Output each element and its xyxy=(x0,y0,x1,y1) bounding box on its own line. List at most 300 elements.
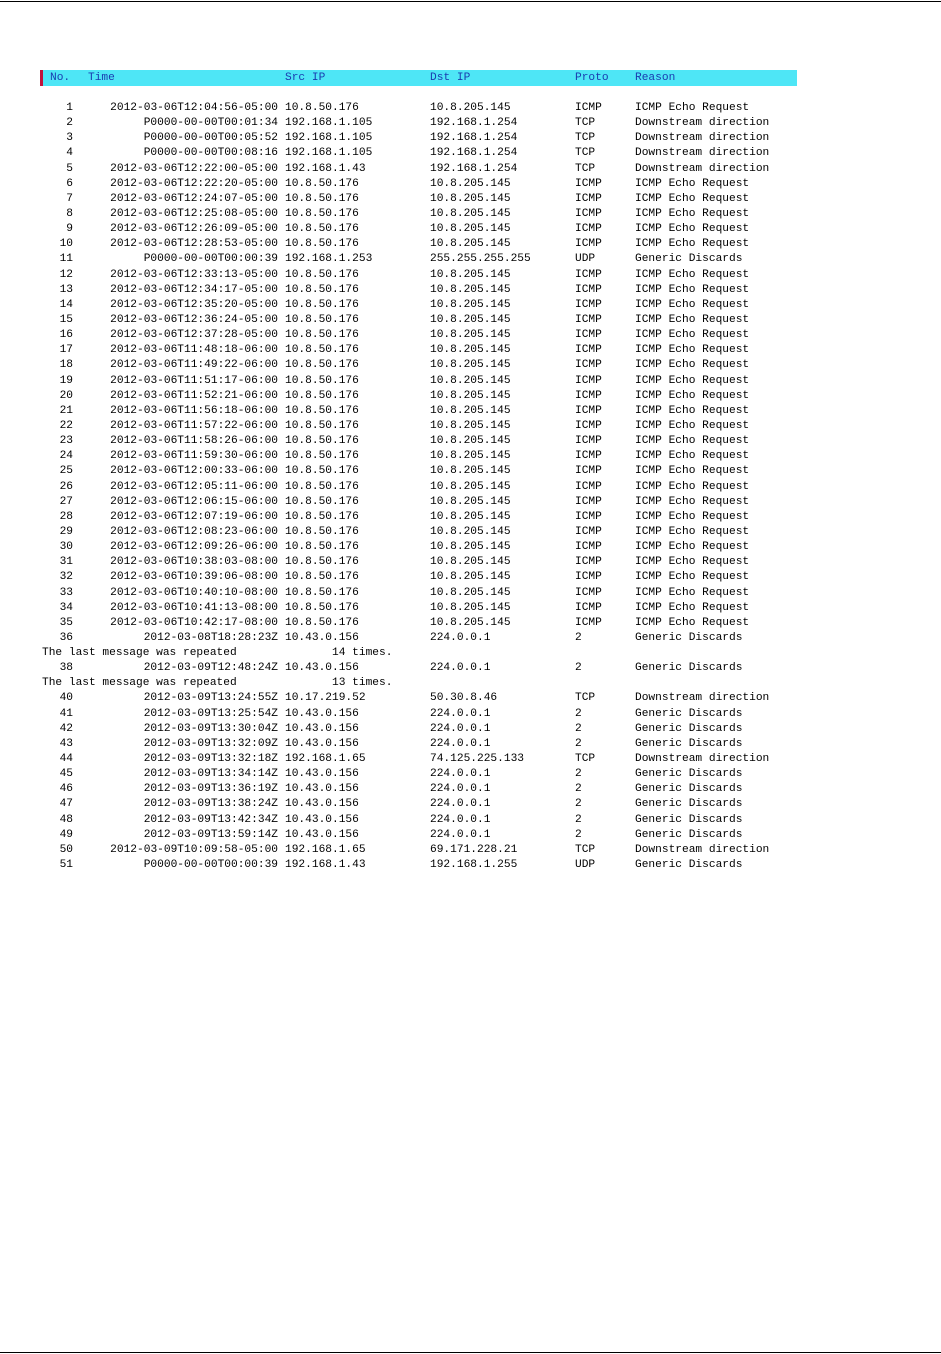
cell-reason: Downstream direction xyxy=(635,753,770,766)
cell-no: 41 xyxy=(59,707,73,720)
cell-time: 2012-03-06T11:48:18-06:00 xyxy=(110,344,278,357)
cell-dst-ip: 10.8.205.145 xyxy=(430,283,511,296)
log-row xyxy=(40,616,797,631)
cell-dst-ip: 224.0.0.1 xyxy=(430,737,491,750)
log-row xyxy=(40,146,797,161)
log-row xyxy=(40,177,797,192)
log-row xyxy=(40,737,797,752)
cell-dst-ip: 10.8.205.145 xyxy=(430,223,511,236)
log-row xyxy=(40,222,797,237)
log-row xyxy=(40,858,797,873)
cell-reason: Generic Discards xyxy=(635,828,743,841)
header-proto: Proto xyxy=(575,72,609,84)
cell-time: 2012-03-06T12:25:08-05:00 xyxy=(110,207,278,220)
cell-dst-ip: 10.8.205.145 xyxy=(430,556,511,569)
cell-no: 38 xyxy=(59,662,73,675)
cell-proto: 2 xyxy=(575,828,582,841)
log-row xyxy=(40,586,797,601)
cell-proto: ICMP xyxy=(575,465,602,478)
cell-no: 24 xyxy=(59,450,73,463)
cell-dst-ip: 10.8.205.145 xyxy=(430,435,511,448)
cell-reason: ICMP Echo Request xyxy=(635,268,750,281)
log-row xyxy=(40,601,797,616)
note-count: 13 times. xyxy=(332,677,393,690)
cell-no: 50 xyxy=(59,843,73,856)
cell-reason: ICMP Echo Request xyxy=(635,601,750,614)
cell-dst-ip: 10.8.205.145 xyxy=(430,404,511,417)
log-rows xyxy=(40,101,797,873)
cell-no: 15 xyxy=(59,313,73,326)
log-row xyxy=(40,283,797,298)
cell-time: 2012-03-09T13:32:09Z xyxy=(143,737,278,750)
cell-no: 30 xyxy=(59,541,73,554)
cell-time: 2012-03-09T10:09:58-05:00 xyxy=(110,843,278,856)
log-row xyxy=(40,631,797,646)
cell-dst-ip: 192.168.1.254 xyxy=(430,132,518,145)
cell-dst-ip: 224.0.0.1 xyxy=(430,783,491,796)
cell-src-ip: 192.168.1.105 xyxy=(285,117,373,130)
cell-time: 2012-03-06T12:24:07-05:00 xyxy=(110,192,278,205)
cell-proto: 2 xyxy=(575,707,582,720)
log-row xyxy=(40,540,797,555)
cell-src-ip: 10.8.50.176 xyxy=(285,207,359,220)
cell-reason: Generic Discards xyxy=(635,737,743,750)
cell-proto: TCP xyxy=(575,132,596,145)
cell-reason: ICMP Echo Request xyxy=(635,616,750,629)
cell-time: 2012-03-06T11:51:17-06:00 xyxy=(110,374,278,387)
log-row xyxy=(40,343,797,358)
log-row xyxy=(40,449,797,464)
log-row xyxy=(40,752,797,767)
cell-no: 20 xyxy=(59,389,73,402)
cell-dst-ip: 10.8.205.145 xyxy=(430,313,511,326)
log-row xyxy=(40,237,797,252)
cell-reason: Generic Discards xyxy=(635,859,743,872)
log-row xyxy=(40,434,797,449)
cell-time: P0000-00-00T00:01:34 xyxy=(143,117,278,130)
cell-time: 2012-03-09T12:48:24Z xyxy=(143,662,278,675)
top-rule xyxy=(0,1,941,2)
cell-reason: ICMP Echo Request xyxy=(635,283,750,296)
log-row xyxy=(40,525,797,540)
log-row xyxy=(40,707,797,722)
cell-time: 2012-03-06T11:57:22-06:00 xyxy=(110,419,278,432)
cell-src-ip: 10.8.50.176 xyxy=(285,616,359,629)
log-row xyxy=(40,797,797,812)
cell-reason: Generic Discards xyxy=(635,783,743,796)
cell-dst-ip: 10.8.205.145 xyxy=(430,192,511,205)
log-row xyxy=(40,328,797,343)
cell-no: 10 xyxy=(59,238,73,251)
cell-src-ip: 10.8.50.176 xyxy=(285,525,359,538)
bottom-rule xyxy=(0,1352,941,1353)
cell-reason: ICMP Echo Request xyxy=(635,192,750,205)
cell-reason: ICMP Echo Request xyxy=(635,389,750,402)
cell-reason: Generic Discards xyxy=(635,707,743,720)
cell-dst-ip: 10.8.205.145 xyxy=(430,541,511,554)
cell-no: 13 xyxy=(59,283,73,296)
cell-time: 2012-03-06T11:49:22-06:00 xyxy=(110,359,278,372)
log-row xyxy=(40,131,797,146)
cell-reason: Generic Discards xyxy=(635,631,743,644)
cell-src-ip: 10.8.50.176 xyxy=(285,298,359,311)
cell-src-ip: 10.43.0.156 xyxy=(285,813,359,826)
cell-proto: TCP xyxy=(575,753,596,766)
cell-proto: 2 xyxy=(575,768,582,781)
cell-proto: TCP xyxy=(575,147,596,160)
cell-no: 27 xyxy=(59,495,73,508)
log-row xyxy=(40,252,797,267)
cell-proto: TCP xyxy=(575,162,596,175)
cell-no: 22 xyxy=(59,419,73,432)
cell-src-ip: 10.8.50.176 xyxy=(285,102,359,114)
cell-src-ip: 10.17.219.52 xyxy=(285,692,366,705)
cell-dst-ip: 224.0.0.1 xyxy=(430,662,491,675)
cell-reason: ICMP Echo Request xyxy=(635,177,750,190)
cell-src-ip: 10.43.0.156 xyxy=(285,722,359,735)
cell-time: 2012-03-09T13:59:14Z xyxy=(143,828,278,841)
cell-reason: ICMP Echo Request xyxy=(635,586,750,599)
log-row xyxy=(40,661,797,676)
cell-proto: ICMP xyxy=(575,419,602,432)
cell-dst-ip: 10.8.205.145 xyxy=(430,616,511,629)
log-row xyxy=(40,722,797,737)
cell-time: P0000-00-00T00:05:52 xyxy=(143,132,278,145)
cell-reason: Downstream direction xyxy=(635,132,770,145)
cell-time: 2012-03-09T13:32:18Z xyxy=(143,753,278,766)
log-row xyxy=(40,389,797,404)
cell-proto: ICMP xyxy=(575,283,602,296)
cell-proto: ICMP xyxy=(575,207,602,220)
cell-time: 2012-03-06T10:39:06-08:00 xyxy=(110,571,278,584)
cell-proto: ICMP xyxy=(575,404,602,417)
cell-no: 36 xyxy=(59,631,73,644)
cell-dst-ip: 10.8.205.145 xyxy=(430,359,511,372)
cell-src-ip: 10.8.50.176 xyxy=(285,313,359,326)
repeat-note xyxy=(40,676,797,691)
log-row xyxy=(40,510,797,525)
cell-no: 21 xyxy=(59,404,73,417)
cell-dst-ip: 10.8.205.145 xyxy=(430,495,511,508)
cell-dst-ip: 10.8.205.145 xyxy=(430,450,511,463)
cell-reason: Downstream direction xyxy=(635,117,770,130)
cell-proto: TCP xyxy=(575,692,596,705)
cell-proto: 2 xyxy=(575,662,582,675)
log-row xyxy=(40,404,797,419)
cell-dst-ip: 10.8.205.145 xyxy=(430,329,511,342)
cell-src-ip: 10.43.0.156 xyxy=(285,737,359,750)
cell-time: 2012-03-06T12:37:28-05:00 xyxy=(110,329,278,342)
cell-no: 34 xyxy=(59,601,73,614)
cell-time: 2012-03-06T10:42:17-08:00 xyxy=(110,616,278,629)
cell-src-ip: 10.43.0.156 xyxy=(285,631,359,644)
note-text: The last message was repeated xyxy=(42,647,237,660)
log-row xyxy=(40,843,797,858)
cell-no: 44 xyxy=(59,753,73,766)
cell-src-ip: 192.168.1.65 xyxy=(285,753,366,766)
cell-dst-ip: 74.125.225.133 xyxy=(430,753,524,766)
cell-src-ip: 10.8.50.176 xyxy=(285,419,359,432)
log-row xyxy=(40,268,797,283)
cell-src-ip: 10.8.50.176 xyxy=(285,601,359,614)
cell-time: 2012-03-06T11:58:26-06:00 xyxy=(110,435,278,448)
header-time: Time xyxy=(88,72,115,84)
cell-reason: ICMP Echo Request xyxy=(635,480,750,493)
cell-proto: ICMP xyxy=(575,510,602,523)
cell-reason: ICMP Echo Request xyxy=(635,450,750,463)
cell-reason: ICMP Echo Request xyxy=(635,556,750,569)
cell-src-ip: 10.8.50.176 xyxy=(285,556,359,569)
cell-reason: Generic Discards xyxy=(635,768,743,781)
cell-dst-ip: 224.0.0.1 xyxy=(430,828,491,841)
cell-src-ip: 10.8.50.176 xyxy=(285,192,359,205)
cell-reason: Generic Discards xyxy=(635,798,743,811)
log-row xyxy=(40,555,797,570)
cell-proto: ICMP xyxy=(575,450,602,463)
log-table xyxy=(40,70,797,873)
repeat-note xyxy=(40,646,797,661)
log-row xyxy=(40,313,797,328)
cell-no: 7 xyxy=(66,192,73,205)
cell-proto: ICMP xyxy=(575,344,602,357)
cell-proto: ICMP xyxy=(575,329,602,342)
cell-reason: ICMP Echo Request xyxy=(635,465,750,478)
cell-time: 2012-03-06T10:41:13-08:00 xyxy=(110,601,278,614)
cell-dst-ip: 10.8.205.145 xyxy=(430,177,511,190)
cell-dst-ip: 50.30.8.46 xyxy=(430,692,498,705)
cell-time: P0000-00-00T00:00:39 xyxy=(143,859,278,872)
note-text: The last message was repeated xyxy=(42,677,237,690)
cell-reason: ICMP Echo Request xyxy=(635,435,750,448)
cell-proto: TCP xyxy=(575,117,596,130)
cell-time: 2012-03-06T12:34:17-05:00 xyxy=(110,283,278,296)
cell-dst-ip: 10.8.205.145 xyxy=(430,298,511,311)
cell-dst-ip: 224.0.0.1 xyxy=(430,813,491,826)
cell-proto: ICMP xyxy=(575,556,602,569)
cell-dst-ip: 192.168.1.254 xyxy=(430,162,518,175)
cell-time: 2012-03-09T13:38:24Z xyxy=(143,798,278,811)
cell-reason: ICMP Echo Request xyxy=(635,525,750,538)
cell-reason: Generic Discards xyxy=(635,813,743,826)
cell-dst-ip: 192.168.1.254 xyxy=(430,147,518,160)
log-row xyxy=(40,207,797,222)
cell-src-ip: 10.8.50.176 xyxy=(285,465,359,478)
cell-time: 2012-03-06T12:22:20-05:00 xyxy=(110,177,278,190)
cell-src-ip: 10.8.50.176 xyxy=(285,450,359,463)
cell-src-ip: 10.8.50.176 xyxy=(285,374,359,387)
cell-reason: Downstream direction xyxy=(635,843,770,856)
cell-time: 2012-03-06T12:07:19-06:00 xyxy=(110,510,278,523)
log-row xyxy=(40,495,797,510)
cell-no: 33 xyxy=(59,586,73,599)
cell-no: 4 xyxy=(66,147,73,160)
cell-time: 2012-03-06T11:59:30-06:00 xyxy=(110,450,278,463)
cell-src-ip: 10.8.50.176 xyxy=(285,495,359,508)
cell-src-ip: 10.43.0.156 xyxy=(285,707,359,720)
cell-src-ip: 192.168.1.253 xyxy=(285,253,373,266)
cell-reason: Downstream direction xyxy=(635,162,770,175)
cell-reason: ICMP Echo Request xyxy=(635,359,750,372)
cell-src-ip: 10.8.50.176 xyxy=(285,510,359,523)
cell-no: 19 xyxy=(59,374,73,387)
cell-no: 43 xyxy=(59,737,73,750)
cell-time: 2012-03-06T12:09:26-06:00 xyxy=(110,541,278,554)
cell-time: 2012-03-06T12:22:00-05:00 xyxy=(110,162,278,175)
cell-proto: ICMP xyxy=(575,177,602,190)
cell-reason: ICMP Echo Request xyxy=(635,344,750,357)
cell-reason: Downstream direction xyxy=(635,147,770,160)
cell-proto: ICMP xyxy=(575,541,602,554)
cell-time: 2012-03-06T12:05:11-06:00 xyxy=(110,480,278,493)
cell-proto: TCP xyxy=(575,843,596,856)
cell-no: 9 xyxy=(66,223,73,236)
cell-no: 25 xyxy=(59,465,73,478)
log-row xyxy=(40,116,797,131)
cell-no: 3 xyxy=(66,132,73,145)
log-row xyxy=(40,419,797,434)
cell-proto: ICMP xyxy=(575,495,602,508)
cell-src-ip: 192.168.1.105 xyxy=(285,147,373,160)
cell-no: 14 xyxy=(59,298,73,311)
cell-reason: ICMP Echo Request xyxy=(635,329,750,342)
log-row xyxy=(40,828,797,843)
cell-time: 2012-03-06T12:04:56-05:00 xyxy=(110,102,278,114)
log-row xyxy=(40,374,797,389)
note-count: 14 times. xyxy=(332,647,393,660)
log-row xyxy=(40,358,797,373)
log-row xyxy=(40,767,797,782)
cell-no: 32 xyxy=(59,571,73,584)
cell-dst-ip: 10.8.205.145 xyxy=(430,102,511,114)
cell-time: 2012-03-09T13:25:54Z xyxy=(143,707,278,720)
cell-proto: ICMP xyxy=(575,480,602,493)
cell-dst-ip: 10.8.205.145 xyxy=(430,465,511,478)
cell-time: P0000-00-00T00:08:16 xyxy=(143,147,278,160)
cell-proto: ICMP xyxy=(575,374,602,387)
cell-no: 45 xyxy=(59,768,73,781)
cell-no: 47 xyxy=(59,798,73,811)
cell-time: 2012-03-06T11:52:21-06:00 xyxy=(110,389,278,402)
cell-no: 2 xyxy=(66,117,73,130)
cell-no: 8 xyxy=(66,207,73,220)
cell-no: 17 xyxy=(59,344,73,357)
cell-proto: ICMP xyxy=(575,313,602,326)
log-row xyxy=(40,691,797,706)
cell-time: 2012-03-09T13:34:14Z xyxy=(143,768,278,781)
cell-proto: ICMP xyxy=(575,389,602,402)
cell-no: 51 xyxy=(59,859,73,872)
cell-time: 2012-03-06T10:40:10-08:00 xyxy=(110,586,278,599)
cell-proto: ICMP xyxy=(575,525,602,538)
cell-src-ip: 192.168.1.65 xyxy=(285,843,366,856)
cell-time: 2012-03-06T12:33:13-05:00 xyxy=(110,268,278,281)
cell-dst-ip: 10.8.205.145 xyxy=(430,389,511,402)
log-row xyxy=(40,782,797,797)
cell-src-ip: 192.168.1.43 xyxy=(285,859,366,872)
cell-src-ip: 10.8.50.176 xyxy=(285,344,359,357)
cell-dst-ip: 192.168.1.255 xyxy=(430,859,518,872)
cell-time: 2012-03-09T13:30:04Z xyxy=(143,722,278,735)
cell-no: 31 xyxy=(59,556,73,569)
cell-time: 2012-03-06T12:08:23-06:00 xyxy=(110,525,278,538)
cell-dst-ip: 10.8.205.145 xyxy=(430,344,511,357)
cell-dst-ip: 10.8.205.145 xyxy=(430,601,511,614)
cell-proto: 2 xyxy=(575,783,582,796)
cell-dst-ip: 10.8.205.145 xyxy=(430,510,511,523)
cell-no: 40 xyxy=(59,692,73,705)
cell-src-ip: 10.8.50.176 xyxy=(285,268,359,281)
cell-dst-ip: 10.8.205.145 xyxy=(430,480,511,493)
log-row xyxy=(40,570,797,585)
cell-dst-ip: 192.168.1.254 xyxy=(430,117,518,130)
cell-no: 46 xyxy=(59,783,73,796)
cell-reason: ICMP Echo Request xyxy=(635,541,750,554)
cell-src-ip: 10.8.50.176 xyxy=(285,359,359,372)
cell-dst-ip: 10.8.205.145 xyxy=(430,238,511,251)
cell-reason: ICMP Echo Request xyxy=(635,238,750,251)
cell-dst-ip: 10.8.205.145 xyxy=(430,207,511,220)
cell-proto: 2 xyxy=(575,813,582,826)
cell-proto: ICMP xyxy=(575,435,602,448)
log-row xyxy=(40,480,797,495)
cell-reason: Generic Discards xyxy=(635,253,743,266)
cell-reason: ICMP Echo Request xyxy=(635,510,750,523)
cell-time: P0000-00-00T00:00:39 xyxy=(143,253,278,266)
log-row xyxy=(40,298,797,313)
cell-reason: ICMP Echo Request xyxy=(635,102,750,114)
cell-src-ip: 10.43.0.156 xyxy=(285,828,359,841)
cell-src-ip: 10.43.0.156 xyxy=(285,798,359,811)
cell-dst-ip: 10.8.205.145 xyxy=(430,374,511,387)
cell-dst-ip: 10.8.205.145 xyxy=(430,268,511,281)
header-src-ip: Src IP xyxy=(285,72,326,84)
cell-time: 2012-03-06T12:36:24-05:00 xyxy=(110,313,278,326)
cell-dst-ip: 224.0.0.1 xyxy=(430,798,491,811)
cell-src-ip: 10.8.50.176 xyxy=(285,435,359,448)
cell-proto: ICMP xyxy=(575,359,602,372)
log-row xyxy=(40,464,797,479)
cell-no: 12 xyxy=(59,268,73,281)
cell-proto: 2 xyxy=(575,737,582,750)
cell-no: 49 xyxy=(59,828,73,841)
cell-dst-ip: 10.8.205.145 xyxy=(430,419,511,432)
cell-proto: UDP xyxy=(575,859,596,872)
cell-time: 2012-03-06T11:56:18-06:00 xyxy=(110,404,278,417)
cell-src-ip: 10.8.50.176 xyxy=(285,404,359,417)
cell-src-ip: 10.8.50.176 xyxy=(285,571,359,584)
cell-proto: ICMP xyxy=(575,268,602,281)
cell-no: 18 xyxy=(59,359,73,372)
cell-dst-ip: 10.8.205.145 xyxy=(430,586,511,599)
cell-time: 2012-03-06T12:26:09-05:00 xyxy=(110,223,278,236)
cell-time: 2012-03-06T12:00:33-06:00 xyxy=(110,465,278,478)
cell-reason: ICMP Echo Request xyxy=(635,404,750,417)
cell-proto: ICMP xyxy=(575,223,602,236)
cell-proto: 2 xyxy=(575,722,582,735)
cell-time: 2012-03-09T13:42:34Z xyxy=(143,813,278,826)
cell-no: 16 xyxy=(59,329,73,342)
header-dst-ip: Dst IP xyxy=(430,72,471,84)
cell-proto: UDP xyxy=(575,253,596,266)
cell-time: 2012-03-09T13:36:19Z xyxy=(143,783,278,796)
cell-no: 42 xyxy=(59,722,73,735)
cell-no: 26 xyxy=(59,480,73,493)
cell-dst-ip: 69.171.228.21 xyxy=(430,843,518,856)
cell-proto: ICMP xyxy=(575,571,602,584)
cell-reason: ICMP Echo Request xyxy=(635,298,750,311)
cell-reason: ICMP Echo Request xyxy=(635,223,750,236)
cell-no: 48 xyxy=(59,813,73,826)
